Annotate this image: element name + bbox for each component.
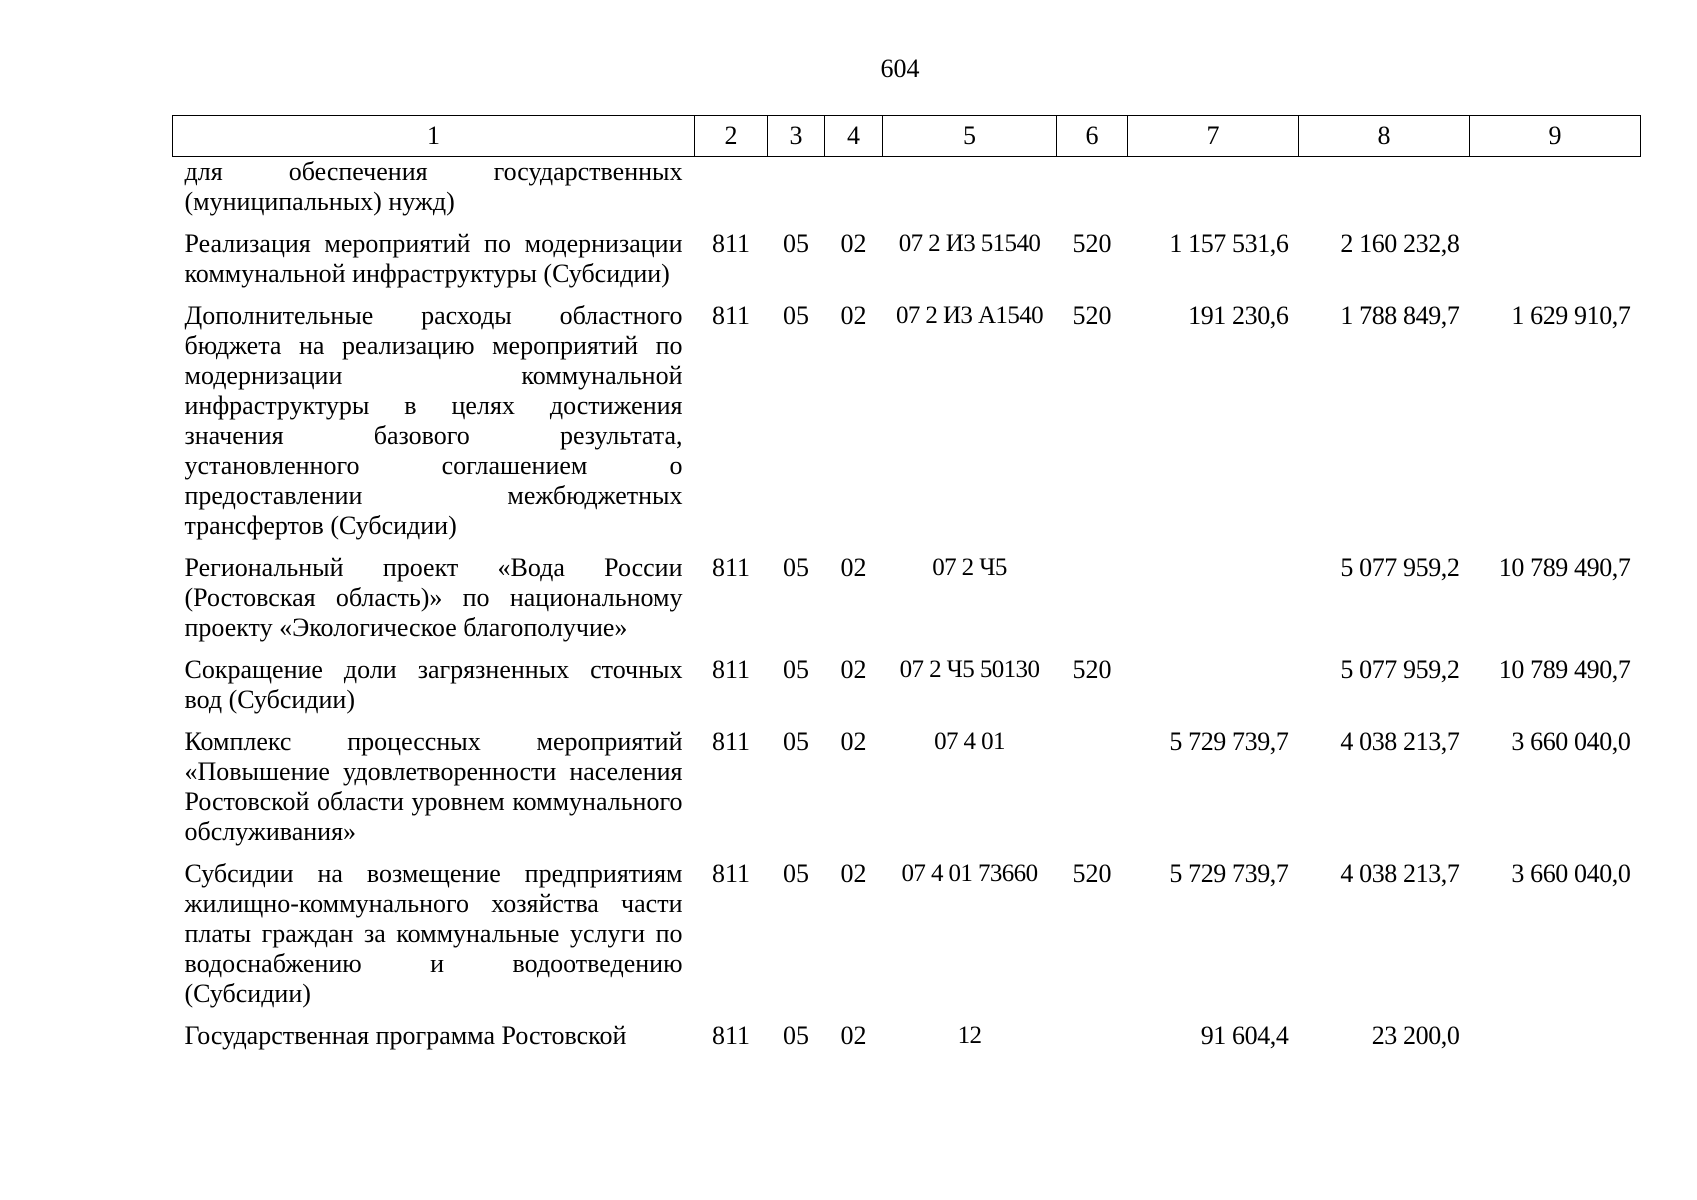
table-row — [173, 859, 1641, 1021]
cell-expense-type: 520 — [1072, 859, 1112, 888]
column-header-6: 6 — [1057, 116, 1128, 157]
cell-subsection: 02 — [840, 1021, 867, 1050]
cell-subsection: 02 — [840, 727, 867, 756]
table-row — [173, 229, 1641, 301]
cell-amount-9 — [1470, 157, 1641, 230]
column-header-7: 7 — [1128, 116, 1299, 157]
cell-amount-8: 2 160 232,8 — [1340, 229, 1460, 258]
cell-ministry: 811 — [711, 1021, 751, 1050]
cell-amount-9: 3 660 040,0 — [1511, 727, 1631, 756]
column-header-1: 1 — [173, 116, 695, 157]
cell-amount-9: 10 789 490,7 — [1498, 655, 1631, 684]
cell-ministry: 811 — [711, 229, 751, 258]
cell-amount-8: 1 788 849,7 — [1340, 301, 1460, 330]
cell-amount-9: 10 789 490,7 — [1498, 553, 1631, 582]
cell-expense-type — [1057, 727, 1128, 859]
cell-expense-type: 520 — [1072, 301, 1112, 330]
cell-amount-8: 4 038 213,7 — [1340, 727, 1460, 756]
table-row — [173, 553, 1641, 655]
cell-amount-9: 3 660 040,0 — [1511, 859, 1631, 888]
cell-expense-type — [1057, 553, 1128, 655]
cell-target-article: 12 — [957, 1022, 982, 1049]
cell-section: 05 — [783, 727, 809, 756]
cell-target-article: 07 2 И3 А1540 — [895, 302, 1044, 329]
budget-table — [172, 115, 1641, 1063]
row-name: Сокращение доли загрязненных сточных вод (Субсидии) — [184, 655, 683, 714]
cell-ministry: 811 — [711, 553, 751, 582]
column-header-9: 9 — [1470, 116, 1641, 157]
cell-subsection — [825, 157, 883, 230]
column-header-5: 5 — [883, 116, 1057, 157]
row-name: Комплекс процессных мероприятий «Повышение удовлетворенности населения Ростовской области уровнем коммунального обслуживания» — [184, 727, 683, 846]
cell-subsection: 02 — [840, 229, 867, 258]
cell-target-article: 07 2 И3 51540 — [898, 230, 1041, 257]
table-row — [173, 655, 1641, 727]
column-header-8: 8 — [1299, 116, 1470, 157]
row-name: Субсидии на возмещение предприятиям жилищно-коммунального хозяйства части платы граждан за коммунальные услуги по водоснабжению и водоотведению (Субсидии) — [184, 859, 683, 1008]
cell-amount-9 — [1470, 1021, 1641, 1063]
cell-section — [768, 157, 825, 230]
cell-amount-7 — [1128, 553, 1299, 655]
cell-amount-8: 5 077 959,2 — [1340, 655, 1460, 684]
table-header — [173, 116, 1641, 157]
cell-subsection: 02 — [840, 553, 867, 582]
cell-subsection: 02 — [840, 859, 867, 888]
cell-section: 05 — [783, 859, 809, 888]
cell-target-article — [883, 157, 1057, 230]
cell-amount-7: 1 157 531,6 — [1169, 229, 1289, 258]
cell-section: 05 — [783, 1021, 809, 1050]
row-name: Реализация мероприятий по модернизации коммунальной инфраструктуры (Субсидии) — [184, 229, 683, 288]
cell-amount-9: 1 629 910,7 — [1511, 301, 1631, 330]
cell-amount-9 — [1470, 229, 1641, 301]
page-number: 604 — [880, 54, 920, 83]
table-row — [173, 301, 1641, 553]
cell-expense-type: 520 — [1072, 229, 1112, 258]
cell-target-article: 07 2 Ч5 50130 — [899, 656, 1040, 683]
cell-ministry — [695, 157, 768, 230]
cell-ministry: 811 — [711, 301, 751, 330]
cell-section: 05 — [783, 229, 809, 258]
cell-subsection: 02 — [840, 301, 867, 330]
cell-section: 05 — [783, 301, 809, 330]
table-row — [173, 727, 1641, 859]
row-name: для обеспечения государственных (муниципальных) нужд) — [184, 157, 683, 216]
table-body — [173, 157, 1641, 1064]
cell-subsection: 02 — [840, 655, 867, 684]
column-header-2: 2 — [695, 116, 768, 157]
cell-amount-8: 5 077 959,2 — [1340, 553, 1460, 582]
cell-amount-8: 4 038 213,7 — [1340, 859, 1460, 888]
cell-expense-type: 520 — [1072, 655, 1112, 684]
header-row — [173, 116, 1641, 157]
column-header-3: 3 — [768, 116, 825, 157]
cell-target-article: 07 4 01 73660 — [901, 860, 1038, 887]
cell-amount-7 — [1128, 655, 1299, 727]
table-row — [173, 1021, 1641, 1063]
cell-target-article: 07 2 Ч5 — [932, 554, 1007, 581]
cell-ministry: 811 — [711, 727, 751, 756]
cell-amount-7: 5 729 739,7 — [1169, 727, 1289, 756]
cell-expense-type — [1057, 1021, 1128, 1063]
column-header-4: 4 — [825, 116, 883, 157]
cell-amount-7: 5 729 739,7 — [1169, 859, 1289, 888]
cell-expense-type — [1057, 157, 1128, 230]
cell-amount-7 — [1128, 157, 1299, 230]
cell-ministry: 811 — [711, 655, 751, 684]
cell-amount-7: 191 230,6 — [1188, 301, 1289, 330]
cell-section: 05 — [783, 553, 809, 582]
cell-section: 05 — [783, 655, 809, 684]
cell-amount-7: 91 604,4 — [1200, 1021, 1289, 1050]
row-name: Дополнительные расходы областного бюджета на реализацию мероприятий по модернизации коммунальной инфраструктуры в целях достижения значения базового результата, установленного соглашением о предоставлении межбюджетных трансфертов (Субсидии) — [184, 301, 683, 540]
row-name: Региональный проект «Вода России (Ростовская область)» по национальному проекту «Экологическое благополучие» — [184, 553, 683, 642]
table-row — [173, 157, 1641, 230]
cell-amount-8 — [1299, 157, 1470, 230]
cell-amount-8: 23 200,0 — [1371, 1021, 1460, 1050]
cell-ministry: 811 — [711, 859, 751, 888]
cell-target-article: 07 4 01 — [934, 728, 1005, 755]
row-name: Государственная программа Ростовской — [184, 1021, 627, 1050]
